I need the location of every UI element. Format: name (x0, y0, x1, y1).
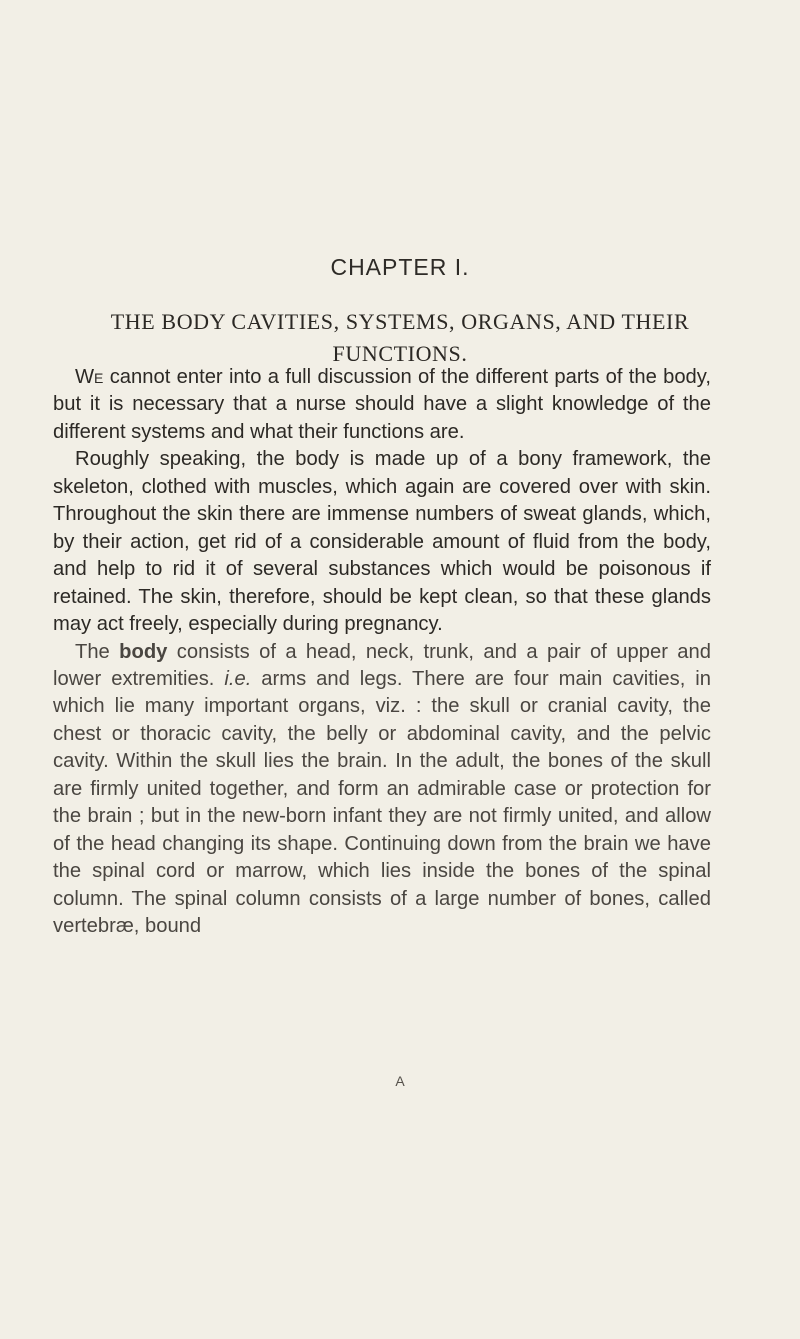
signature-mark: A (395, 1073, 405, 1089)
paragraph-cavities-post: arms and legs. There are four main cavities, in which lie many important organs, viz. : the skull or cranial cavity, the chest or thoracic cavity, the belly or abdominal cavity, and the pelvic cavity. Within the skull lies the brain. In the adult, the bones of the skull are firmly united together, and form an admirable case or protection for the brain ; but in the new-born infant they are not firmly united, and allow of the head changing its shape. Continuing down from the brain we have the spinal cord or marrow, which lies inside the bones of the spinal column. The spinal column consists of a large number of bones, called vertebræ, bound (53, 667, 711, 938)
chapter-title: THE BODY CAVITIES, SYSTEMS, ORGANS, AND THEIR FUNCTIONS. (110, 309, 690, 366)
chapter-heading: CHAPTER I. (330, 254, 470, 280)
paragraph-cavities-bold: body (119, 640, 168, 663)
paragraph-skin-text: Roughly speaking, the body is made up of a bony framework, the skeleton, clothed with muscles, which again are covered over with skin. Throughout the skin there are immense numbers of sweat glands, which, by their action, get rid of a considerable amount of fluid from the body, and help to rid it of several substances which would be poisonous if retained. The skin, therefore, should be kept clean, so that these glands may act freely, especially during pregnancy. (53, 448, 711, 636)
paragraph-cavities-italic: i.e. (224, 667, 252, 690)
paragraph-cavities (53, 639, 711, 941)
paragraph-intro-text: cannot enter into a full discussion of the different parts of the body, but it is necessary that a nurse should have a slight knowledge of the different systems and what their functions are. (53, 366, 711, 443)
paragraph-intro (53, 364, 711, 446)
paragraph-skin (53, 446, 711, 638)
paragraph-cavities-pre: The (75, 640, 120, 663)
paragraph-cavities-mid: consists of a head, neck, trunk, and a pair of upper and lower extremities. (53, 640, 711, 690)
paragraph-lead-word: We (75, 366, 104, 388)
body-text (53, 364, 711, 941)
